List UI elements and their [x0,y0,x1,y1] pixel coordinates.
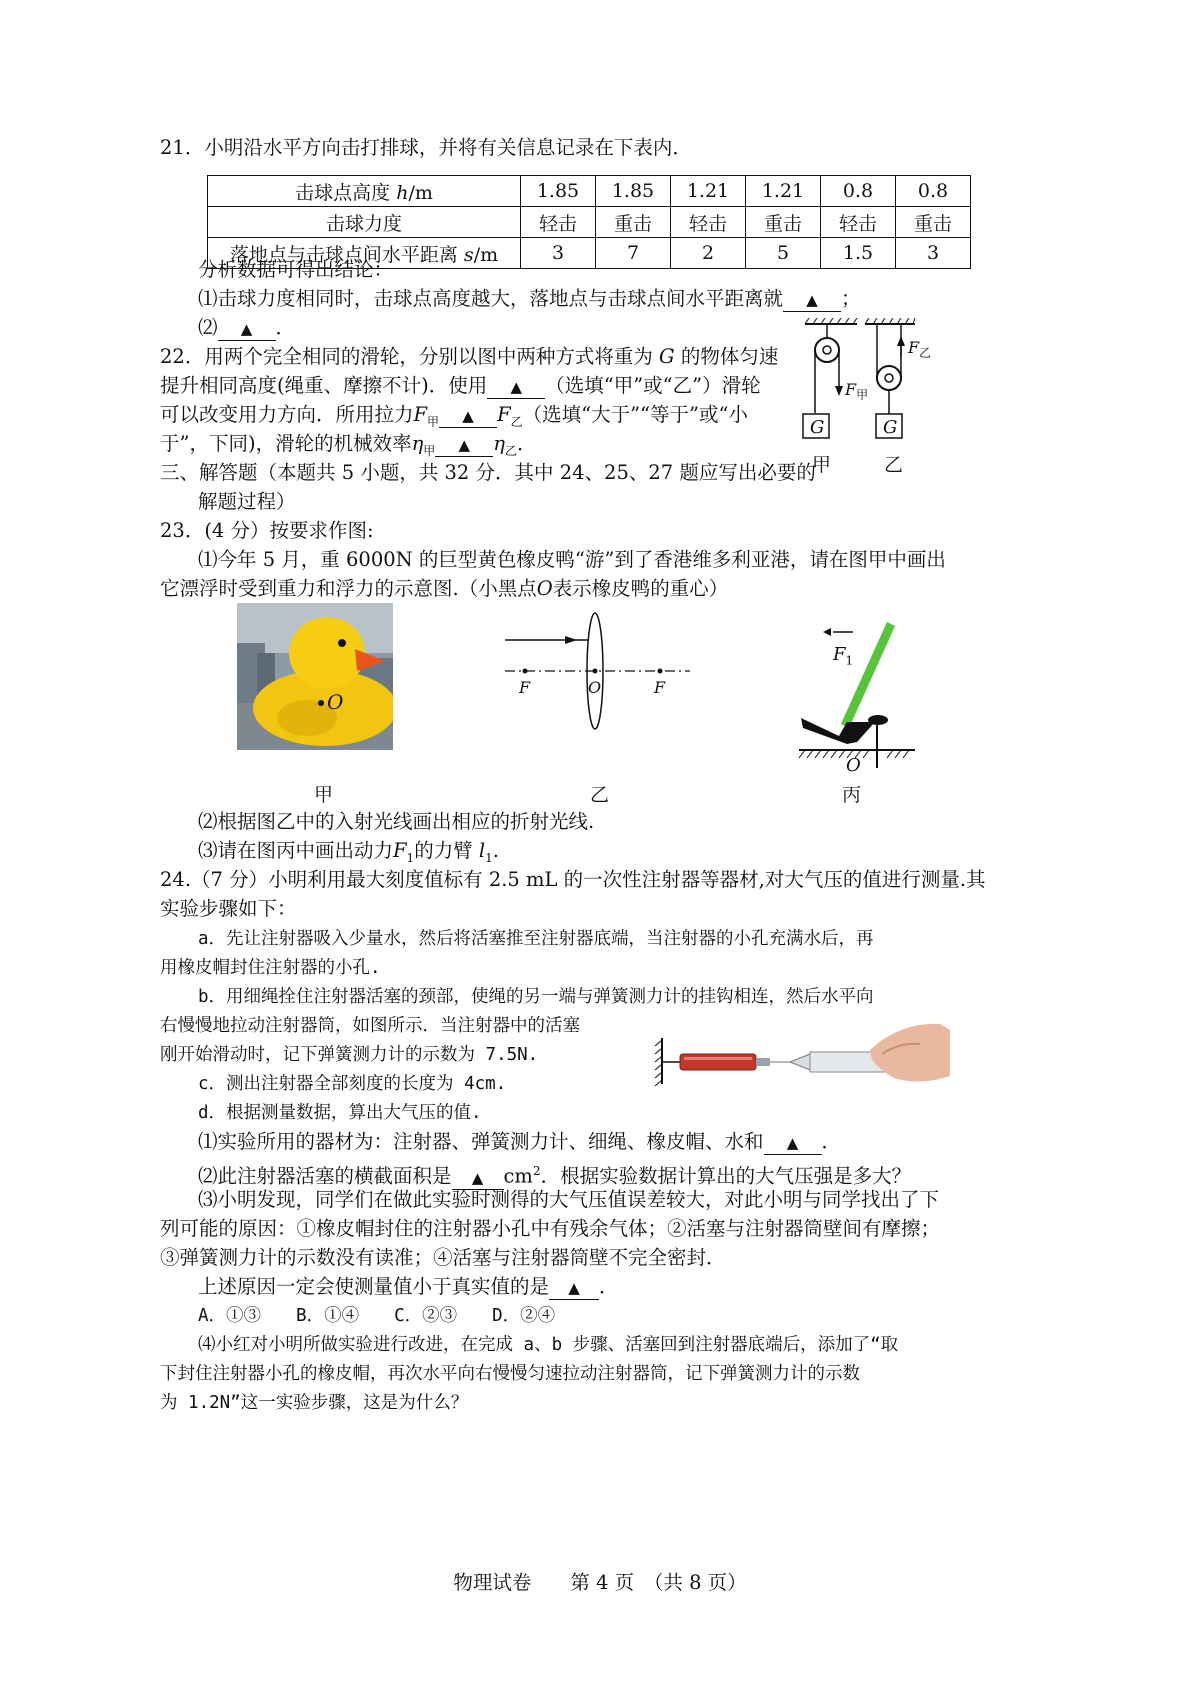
table-cell: 轻击 [521,207,596,238]
pulley-caption-jia: 甲 [812,454,832,476]
page-footer: 物理试卷 第 4 页 （共 8 页） [453,1571,747,1594]
table-cell: 1.21 [671,176,746,207]
table-cell: 7 [596,238,671,269]
table-cell: 3 [521,238,596,269]
figure-caption-jia: 甲 [314,784,334,806]
lens-focus-right: F [654,678,666,697]
q24-step-b1: b．用细绳拴住注射器活塞的颈部，使绳的另一端与弹簧测力计的挂钩相连，然后水平向 [198,987,874,1007]
row-label: 落地点与击球点间水平距离 s/m [208,238,521,269]
table-cell: 3 [896,238,971,269]
table-cell: 0.8 [896,176,971,207]
duck-center-O: O [327,690,344,714]
q24-step-b2: 右慢慢地拉动注射器筒，如图所示．当注射器中的活塞 [160,1016,580,1036]
answer-blank[interactable]: ▲ [452,1166,504,1190]
answer-blank[interactable]: ▲ [435,433,493,457]
q24-options: A．①③ B．①④ C．②③ D．②④ [198,1306,556,1326]
q24-sub-1: ⑴实验所用的器材为：注射器、弹簧测力计、细绳、橡皮帽、水和 ▲ ． [198,1130,842,1153]
table-cell: 重击 [896,207,971,238]
q24-step-a1: a．先让注射器吸入少量水，然后将活塞推至注射器底端，当注射器的小孔充满水后，再 [198,929,874,949]
lens-focus-left: F [519,678,531,697]
q22-line-2: 提升相同高度(绳重、摩擦不计)．使用 ▲ （选填“甲”或“乙”）滑轮 [160,374,761,397]
table-row [208,207,971,238]
answer-blank[interactable]: ▲ [439,404,497,428]
q24-sub-3b: 列可能的原因：①橡皮帽封住的注射器小孔中有残余气体；②活塞与注射器筒壁间有摩擦； [160,1217,941,1240]
table-cell: 0.8 [821,176,896,207]
q23-part-2: ⑵根据图乙中的入射光线画出相应的折射光线. [198,810,595,833]
pulley-G-yi: G [883,417,898,438]
figure-caption-yi: 乙 [590,784,610,806]
q23-part-3: ⑶请在图丙中画出动力$F_1$的力臂 $l_1$. [198,839,499,865]
pulley-G-jia: G [810,417,825,438]
q23-stem: 23．(4 分）按要求作图: [160,519,374,542]
table-cell: 轻击 [671,207,746,238]
q24-step-c: c．测出注射器全部刻度的长度为 4cm. [198,1074,507,1094]
lens-center-O: O [588,678,602,697]
table-cell: 1.5 [821,238,896,269]
figure-caption-bing: 丙 [842,784,862,806]
q23-part-1a: ⑴今年 5 月，重 6000N 的巨型黄色橡皮鸭“游”到了香港维多利亚港，请在图甲中画出 [198,548,946,571]
q22-line-4: 于”，下同)，滑轮的机械效率$\eta_甲$ ▲ $\eta_乙$． [160,432,537,458]
q24-sub-3c: ③弹簧测力计的示数没有读准；④活塞与注射器筒壁不完全密封． [160,1246,726,1269]
table-row [208,176,971,207]
pulley-F-jia: $F_甲$ [845,380,869,403]
q24-step-d: d．根据测量数据，算出大气压的值. [198,1103,482,1123]
table-cell: 重击 [596,207,671,238]
answer-blank[interactable]: ▲ [783,288,841,312]
q24-sub-4b: 下封住注射器小孔的橡皮帽，再次水平向右慢慢匀速拉动注射器筒，记下弹簧测力计的示数 [160,1364,860,1384]
q21-data-table [207,175,971,269]
pulley-caption-yi: 乙 [884,454,904,476]
table-cell: 1.85 [596,176,671,207]
q24-step-a2: 用橡皮帽封住注射器的小孔. [160,958,381,978]
row-label: 击球点高度 h/m [208,176,521,207]
section-3-header: 三、解答题（本题共 5 小题，共 32 分．其中 24、25、27 题应写出必要的 [160,461,816,484]
q21-stem: 21．小明沿水平方向击打排球，并将有关信息记录在下表内． [160,136,692,159]
syringe-experiment-figure [650,1020,950,1095]
q24-step-b3: 刚开始滑动时，记下弹簧测力计的示数为 7.5N. [160,1045,539,1065]
lever-figure [795,618,925,768]
lever-pivot-O: O [846,755,861,776]
answer-blank[interactable]: ▲ [487,375,545,399]
q22-line-1: 22．用两个完全相同的滑轮，分别以图中两种方式将重为 G 的物体匀速 [160,345,779,368]
table-cell: 5 [746,238,821,269]
table-cell: 1.85 [521,176,596,207]
q23-part-1b: 它漂浮时受到重力和浮力的示意图.（小黑点O表示橡皮鸭的重心） [160,577,729,600]
rubber-duck-image [237,603,393,750]
q24-line-1: 24.（7 分）小明利用最大刻度值标有 2.5 mL 的一次性注射器等器材,对大气压的值进行测量.其 [160,868,986,891]
q24-sub-3a: ⑶小明发现，同学们在做此实验时测得的大气压值误差较大，对此小明与同学找出了下 [198,1188,940,1211]
answer-blank[interactable]: ▲ [218,317,276,341]
pulley-F-yi: $F_乙$ [908,338,932,361]
answer-blank[interactable]: ▲ [764,1131,822,1155]
q24-sub-2: ⑵此注射器活塞的横截面积是 ▲ $cm^2$．根据实验数据计算出的大气压强是多大？ [198,1164,912,1188]
q21-conclusion-1: ⑴击球力度相同时，击球点高度越大，落地点与击球点间水平距离就 ▲ ； [198,287,861,310]
q21-analysis: 分析数据可得出结论： [198,258,394,281]
table-cell: 2 [671,238,746,269]
q22-line-3: 可以改变用力方向．所用拉力$F_甲$ ▲ $F_乙$（选填“大于”“等于”或“小 [160,403,748,429]
table-cell: 重击 [746,207,821,238]
table-cell: 轻击 [821,207,896,238]
q24-sub-4a: ⑷小红对小明所做实验进行改进，在完成 a、b 步骤、活塞回到注射器底端后，添加了“取 [198,1335,899,1355]
q24-sub-3d: 上述原因一定会使测量值小于真实值的是 ▲ ． [198,1275,619,1298]
section-3-header-cont: 解题过程） [198,490,296,513]
q24-line-2: 实验步骤如下： [160,897,297,920]
q21-conclusion-2: ⑵ ▲ ． [198,316,296,339]
row-label: 击球力度 [208,207,521,238]
q24-sub-4c: 为 1.2N”这一实验步骤，这是为什么？ [160,1393,469,1413]
table-cell: 1.21 [746,176,821,207]
lever-force-F1: $F_1$ [833,644,854,668]
answer-blank[interactable]: ▲ [549,1276,599,1300]
